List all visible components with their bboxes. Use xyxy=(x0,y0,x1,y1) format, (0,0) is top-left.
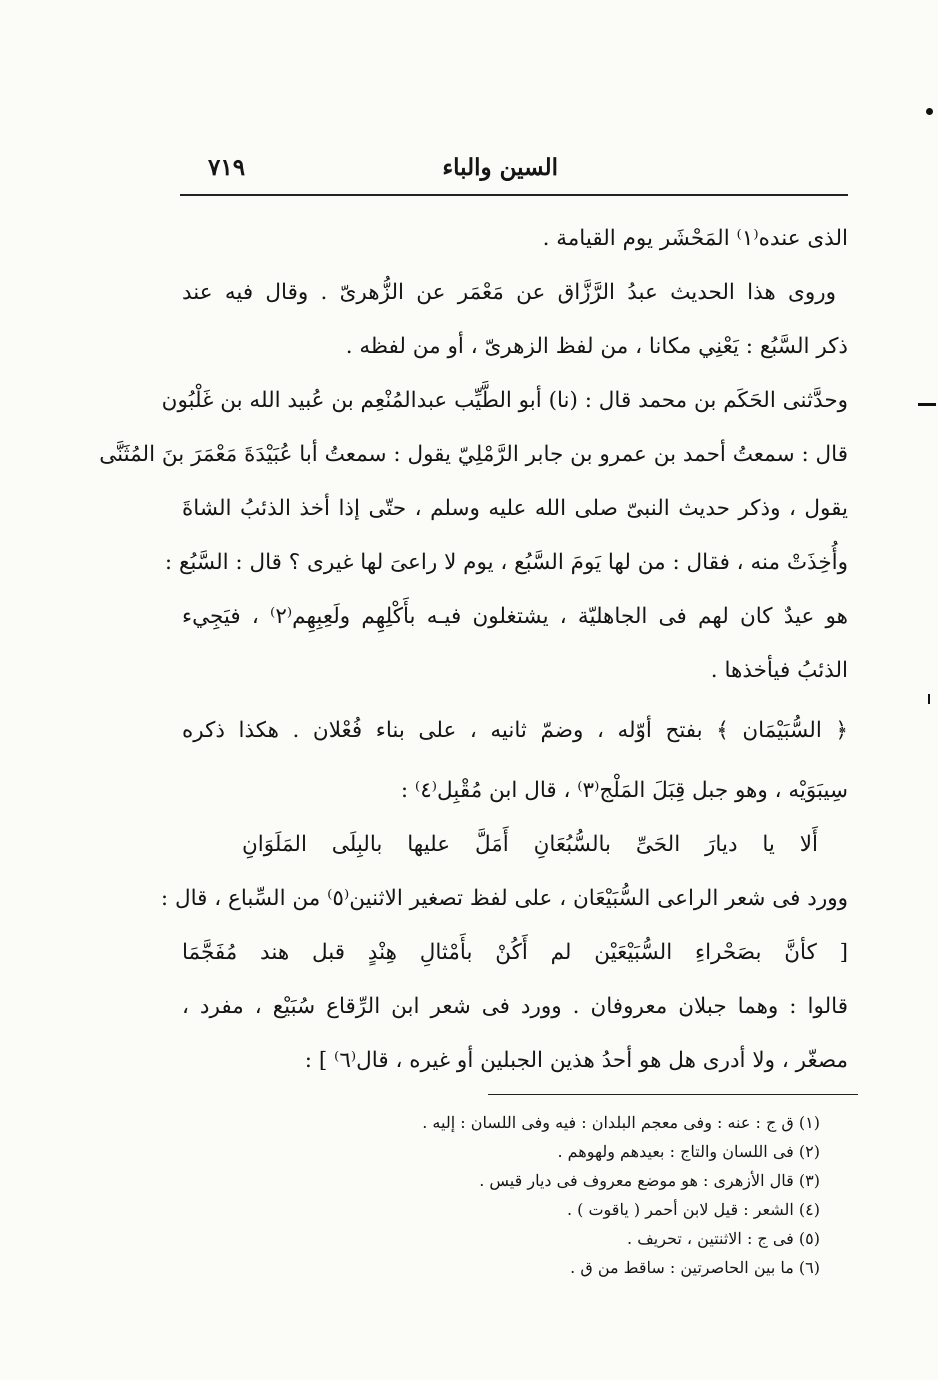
text-line: مصغّر ، ولا أدرى هل هو أحدُ هذين الجبلين أو غيره ، قال⁽٦⁾ ] : xyxy=(304,1048,848,1073)
text-line: قالوا : وهما جبلان معروفان . وورد فى شعر ابن الرِّقاع سُبَيْع ، مفرد ، xyxy=(182,994,848,1019)
margin-dash xyxy=(918,403,936,406)
verse-line: [ كأنَّ بصَحْراءِ السُّبَيْعَيْن لم أَكُنْ بأَمْثالِ هِنْدٍ قبل هند مُفَجَّمَا xyxy=(182,940,848,965)
footnote: (٦) ما بين الحاصرتين : ساقط من ق . xyxy=(570,1258,820,1277)
running-header xyxy=(180,148,848,188)
footnote-rule xyxy=(488,1094,858,1095)
running-title: السين والباء xyxy=(442,154,558,181)
footnote: (٣) قال الأزهرى : هو موضع معروف فى ديار قيس . xyxy=(479,1171,820,1190)
margin-tick xyxy=(928,694,930,704)
text-line: وحدَّثنى الحَكَم بن محمد قال : (نا) أبو الطَّيِّب عبدالمُنْعِم بن عُبيد الله بن غَلْبُون xyxy=(161,388,848,413)
footnote: (٢) فى اللسان والتاج : بعيدهم ولهوهم . xyxy=(557,1142,820,1161)
header-rule xyxy=(180,194,848,196)
main-text xyxy=(99,212,849,1088)
text-line: وأُخِذَتْ منه ، فقال : من لها يَومَ السَّبُع ، يوم لا راعىَ لها غيرى ؟ قال : السَّبُع : xyxy=(164,550,848,575)
text-line: وورد فى شعر الراعى السُّبَيْعَان ، على لفظ تصغير الاثنين⁽٥⁾ من السِّباع ، قال : xyxy=(160,886,848,911)
text-line: ذكر السَّبُع : يَعْنِي مكانا ، من لفظ الزهرىّ ، أو من لفظه . xyxy=(345,334,848,359)
footnotes xyxy=(300,1108,820,1282)
page-number: ٧١٩ xyxy=(208,154,246,181)
text-line: هو عيدٌ كان لهم فى الجاهليّة ، يشتغلون فيـه بأَكْلِهِم ولَعِبِهِم⁽٢⁾ ، فيَجِيء xyxy=(182,604,849,629)
footnote: (٥) فى ج : الاثنتين ، تحريف . xyxy=(627,1229,820,1248)
text-line: قال : سمعتُ أحمد بن عمرو بن جابر الرَّمْلِيّ يقول : سمعتُ أبا عُبَيْدَةَ مَعْمَرَ بنَ المُثَنَّى xyxy=(99,442,848,467)
text-line: الذى عنده⁽١⁾ المَحْشَر يوم القيامة . xyxy=(542,226,848,251)
text-line: وروى هذا الحديث عبدُ الرَّزَّاق عن مَعْمَر عن الزُّهرىّ . وقال فيه عند xyxy=(182,280,836,305)
text-line: الذئبُ فيأخذها . xyxy=(710,658,848,683)
verse-line: أَلا يا ديارَ الحَىِّ بالسُّبُعَانِ أَمَلَّ عليها بالبِلَى المَلَوَانِ xyxy=(242,832,818,857)
margin-dot xyxy=(926,108,933,115)
text-line: يقول ، وذكر حديث النبىّ صلى الله عليه وسلم ، حتّى إذا أخذ الذئبُ الشاةَ xyxy=(182,496,848,521)
text-line: سِيبَوَيْه ، وهو جبل قِبَلَ المَلْج⁽٣⁾ ، قال ابن مُقْبِل⁽٤⁾ : xyxy=(400,778,848,803)
entry-heading-line: ﴿ السُّبَيْمَان ﴾ بفتح أوّله ، وضمّ ثانيه ، على بناء فُعْلان . هكذا ذكره xyxy=(182,718,848,743)
footnote: (٤) الشعر : قيل لابن أحمر ( ياقوت ) . xyxy=(566,1200,820,1219)
footnote: (١) ق ج : عنه : وفى معجم البلدان : فيه وفى اللسان : إليه . xyxy=(422,1113,820,1132)
